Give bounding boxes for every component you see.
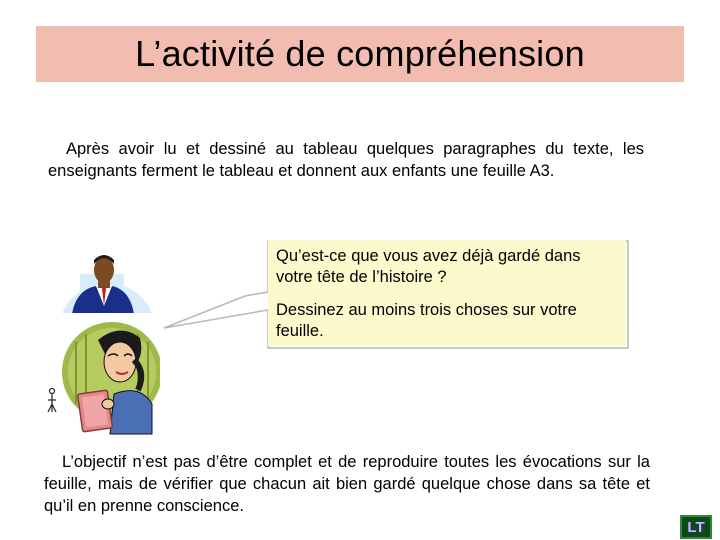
page-title: L’activité de compréhension <box>135 33 585 74</box>
badge-label: LT <box>687 518 705 536</box>
teachers-illustration <box>40 244 160 440</box>
speech-bubble-text <box>268 240 626 346</box>
bubble-question: Qu’est-ce que vous avez déjà gardé dans votre tête de l’histoire ? <box>276 247 581 286</box>
conclusion-paragraph: L’objectif n’est pas d’être complet et de reproduire toutes les évocations sur la feuille, mais de vérifier que chacun ait bien gardé quelque chose dans sa tête et qu’il en prenne conscience. <box>44 453 650 515</box>
lt-badge-icon[interactable] <box>680 515 712 539</box>
intro-paragraph: Après avoir lu et dessiné au tableau quelques paragraphes du texte, les enseignants ferment le tableau et donnent aux enfants une feuille A3. <box>48 140 644 180</box>
title-band <box>36 26 684 82</box>
bubble-instruction: Dessinez au moins trois choses sur votre feuille. <box>276 301 577 340</box>
